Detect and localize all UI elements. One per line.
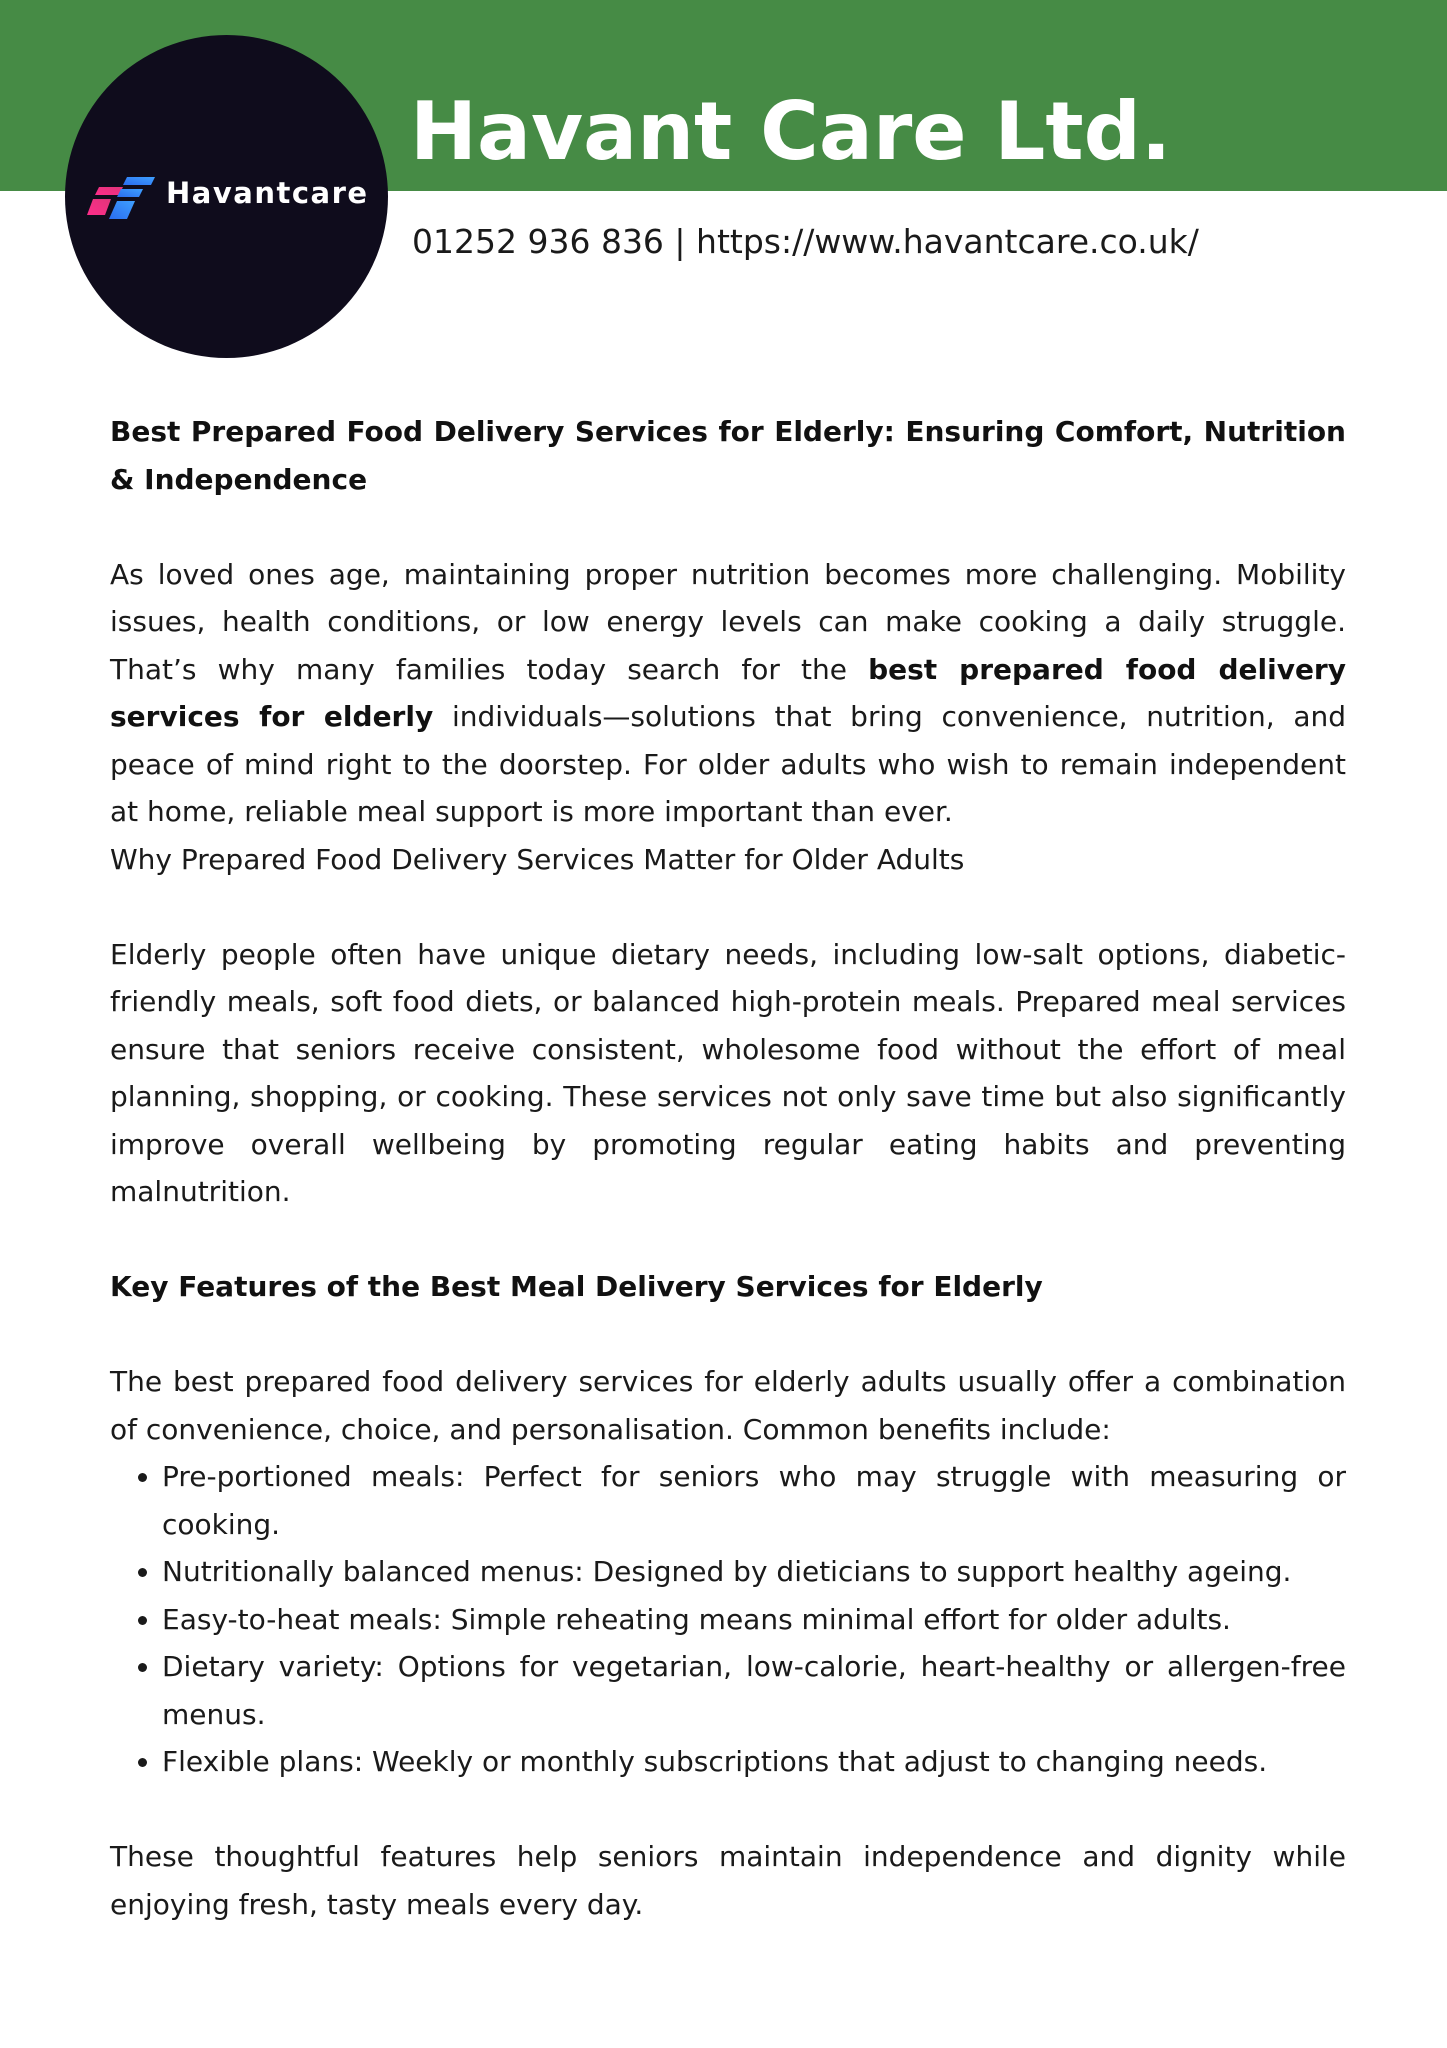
intro-paragraph bbox=[110, 551, 1346, 836]
features-heading: Key Features of the Best Meal Delivery Services for Elderly bbox=[110, 1270, 1043, 1303]
spacer bbox=[110, 1216, 1346, 1264]
features-list bbox=[110, 1453, 1346, 1786]
article-body bbox=[110, 408, 1346, 1928]
why-paragraph: Elderly people often have unique dietary needs, including low-salt options, diabetic-friendly meals, soft food diets, or balanced high-protein meals. Prepared meal services ensure that seniors receive consistent, wholesome food without the effort of meal planning, shopping, or cooking. These services not only save time but also significantly improve overall wellbeing by promoting regular eating habits and preventing malnutrition. bbox=[110, 937, 1346, 1208]
spacer bbox=[110, 883, 1346, 931]
list-item: • Pre-portioned meals: Perfect for seniors who may struggle with measuring or cooking. bbox=[162, 1453, 1346, 1548]
intro-text-part1: As loved ones age, maintaining proper nutrition becomes more challenging. Mobility issues, health conditions, or low energy levels can make cooking a daily struggle. That’s why many families today search for the bbox=[110, 557, 1346, 686]
list-item: • Easy-to-heat meals: Simple reheating means minimal effort for older adults. bbox=[162, 1596, 1346, 1644]
spacer bbox=[110, 503, 1346, 551]
company-name: Havant Care Ltd. bbox=[410, 85, 1172, 178]
logo-text: Havantcare bbox=[166, 176, 369, 210]
company-logo bbox=[65, 35, 388, 358]
havantcare-logo-icon bbox=[83, 171, 163, 223]
spacer bbox=[110, 1786, 1346, 1834]
list-item: • Nutritionally balanced menus: Designed by dieticians to support healthy ageing. bbox=[162, 1548, 1346, 1596]
list-item: • Dietary variety: Options for vegetarian, low-calorie, heart-healthy or allergen-free menus. bbox=[162, 1643, 1346, 1738]
why-heading: Why Prepared Food Delivery Services Matter for Older Adults bbox=[110, 842, 965, 876]
contact-line: 01252 936 836 | https://www.havantcare.co.uk/ bbox=[412, 222, 1199, 261]
closing-paragraph: These thoughtful features help seniors maintain independence and dignity while enjoying fresh, tasty meals every day. bbox=[110, 1840, 1346, 1921]
spacer bbox=[110, 1311, 1346, 1359]
intro-text-part2: individuals—solutions that bring convenience, nutrition, and peace of mind right to the doorstep. For older adults who wish to remain independent at home, reliable meal support is more important than ever. bbox=[110, 700, 1346, 828]
list-item: • Flexible plans: Weekly or monthly subscriptions that adjust to changing needs. bbox=[162, 1738, 1346, 1786]
article-title: Best Prepared Food Delivery Services for Elderly: Ensuring Comfort, Nutrition & Independence bbox=[110, 415, 1346, 496]
intro-keyword: best prepared food delivery services for elderly bbox=[110, 652, 1346, 733]
features-intro: The best prepared food delivery services for elderly adults usually offer a combination of convenience, choice, and personalisation. Common benefits include: bbox=[110, 1365, 1346, 1446]
